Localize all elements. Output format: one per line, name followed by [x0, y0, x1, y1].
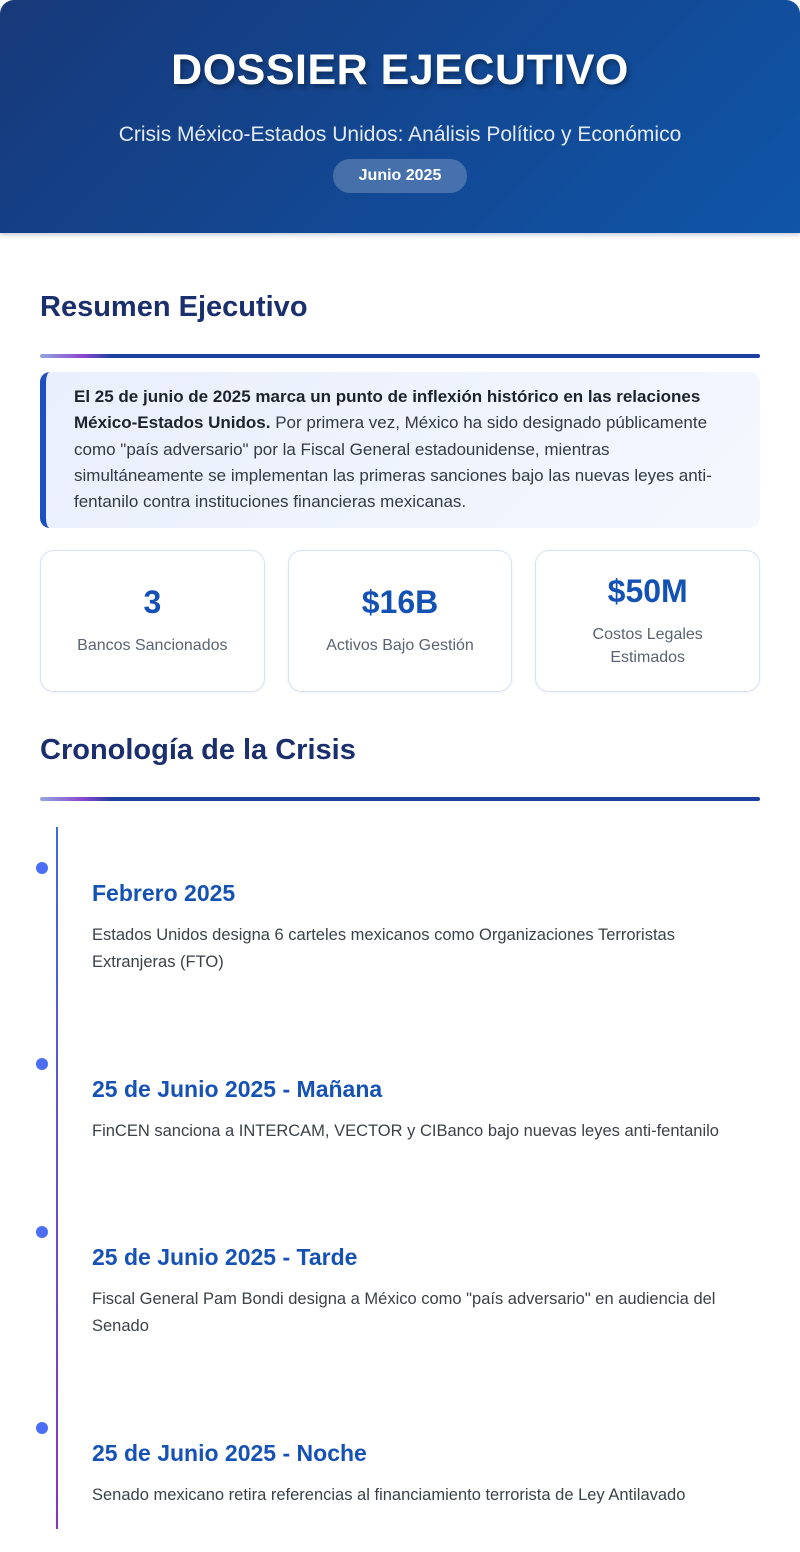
stat-card-activos	[288, 550, 513, 692]
dossier-body	[0, 291, 800, 1529]
timeline-item-title: Febrero 2025	[92, 880, 236, 907]
cronologia-section	[40, 734, 760, 1529]
callout-text: Por primera vez, México ha sido designado públicamente como "país adversario" por la Fiscal General estadounidense, mientras simultáneamente se implementan las primeras sanciones bajo las nuevas leyes anti-fentanilo contra instituciones financieras mexicanas.	[74, 413, 712, 512]
timeline-item-title: 25 de Junio 2025 - Noche	[92, 1439, 367, 1466]
timeline-item-description: FinCEN sanciona a INTERCAM, VECTOR y CIBanco bajo nuevas leyes anti-fentanilo	[92, 1121, 719, 1140]
stat-value: $16B	[361, 584, 439, 621]
resumen-section	[40, 291, 760, 692]
timeline-item	[40, 1440, 760, 1509]
timeline-item-description: Senado mexicano retira referencias al financiamiento terrorista de Ley Antilavado	[92, 1485, 686, 1504]
timeline-item-description: Estados Unidos designa 6 carteles mexicanos como Organizaciones Terroristas Extranjeras (FTO)	[92, 926, 675, 971]
stat-label: Activos Bajo Gestión	[326, 637, 474, 655]
page-subtitle: Crisis México-Estados Unidos: Análisis Político y Económico	[118, 123, 682, 146]
page-title: DOSSIER EJECUTIVO	[171, 46, 629, 94]
stat-value: $50M	[607, 572, 688, 609]
timeline-item-title: 25 de Junio 2025 - Mañana	[92, 1075, 383, 1102]
dossier-header	[0, 0, 800, 233]
stat-value: 3	[143, 584, 162, 621]
timeline-dot	[36, 1058, 48, 1070]
stats-row	[40, 550, 760, 692]
timeline-item	[40, 880, 760, 975]
stat-label: Bancos Sancionados	[77, 637, 228, 655]
section-heading-cronologia: Cronología de la Crisis	[40, 734, 356, 767]
summary-callout	[40, 372, 760, 528]
timeline-dot	[36, 862, 48, 874]
section-divider	[40, 354, 760, 358]
timeline	[40, 827, 760, 1529]
timeline-item-title: 25 de Junio 2025 - Tarde	[92, 1244, 358, 1271]
timeline-item	[40, 1244, 760, 1339]
section-heading-resumen: Resumen Ejecutivo	[40, 291, 308, 323]
callout-highlight: El 25 de junio de 2025 marca un punto de inflexión histórico en las relaciones México-Estados Unidos.	[74, 387, 701, 433]
timeline-item	[40, 1076, 760, 1145]
timeline-dot	[36, 1422, 48, 1434]
section-divider	[40, 797, 760, 801]
timeline-dot	[36, 1226, 48, 1238]
timeline-item-description: Fiscal General Pam Bondi designa a México como "país adversario" en audiencia del Senado	[92, 1290, 716, 1335]
stat-card-bancos	[40, 550, 265, 692]
stat-card-costos	[535, 550, 760, 692]
date-badge: Junio 2025	[333, 159, 468, 193]
stat-label: Costos Legales Estimados	[592, 625, 703, 666]
